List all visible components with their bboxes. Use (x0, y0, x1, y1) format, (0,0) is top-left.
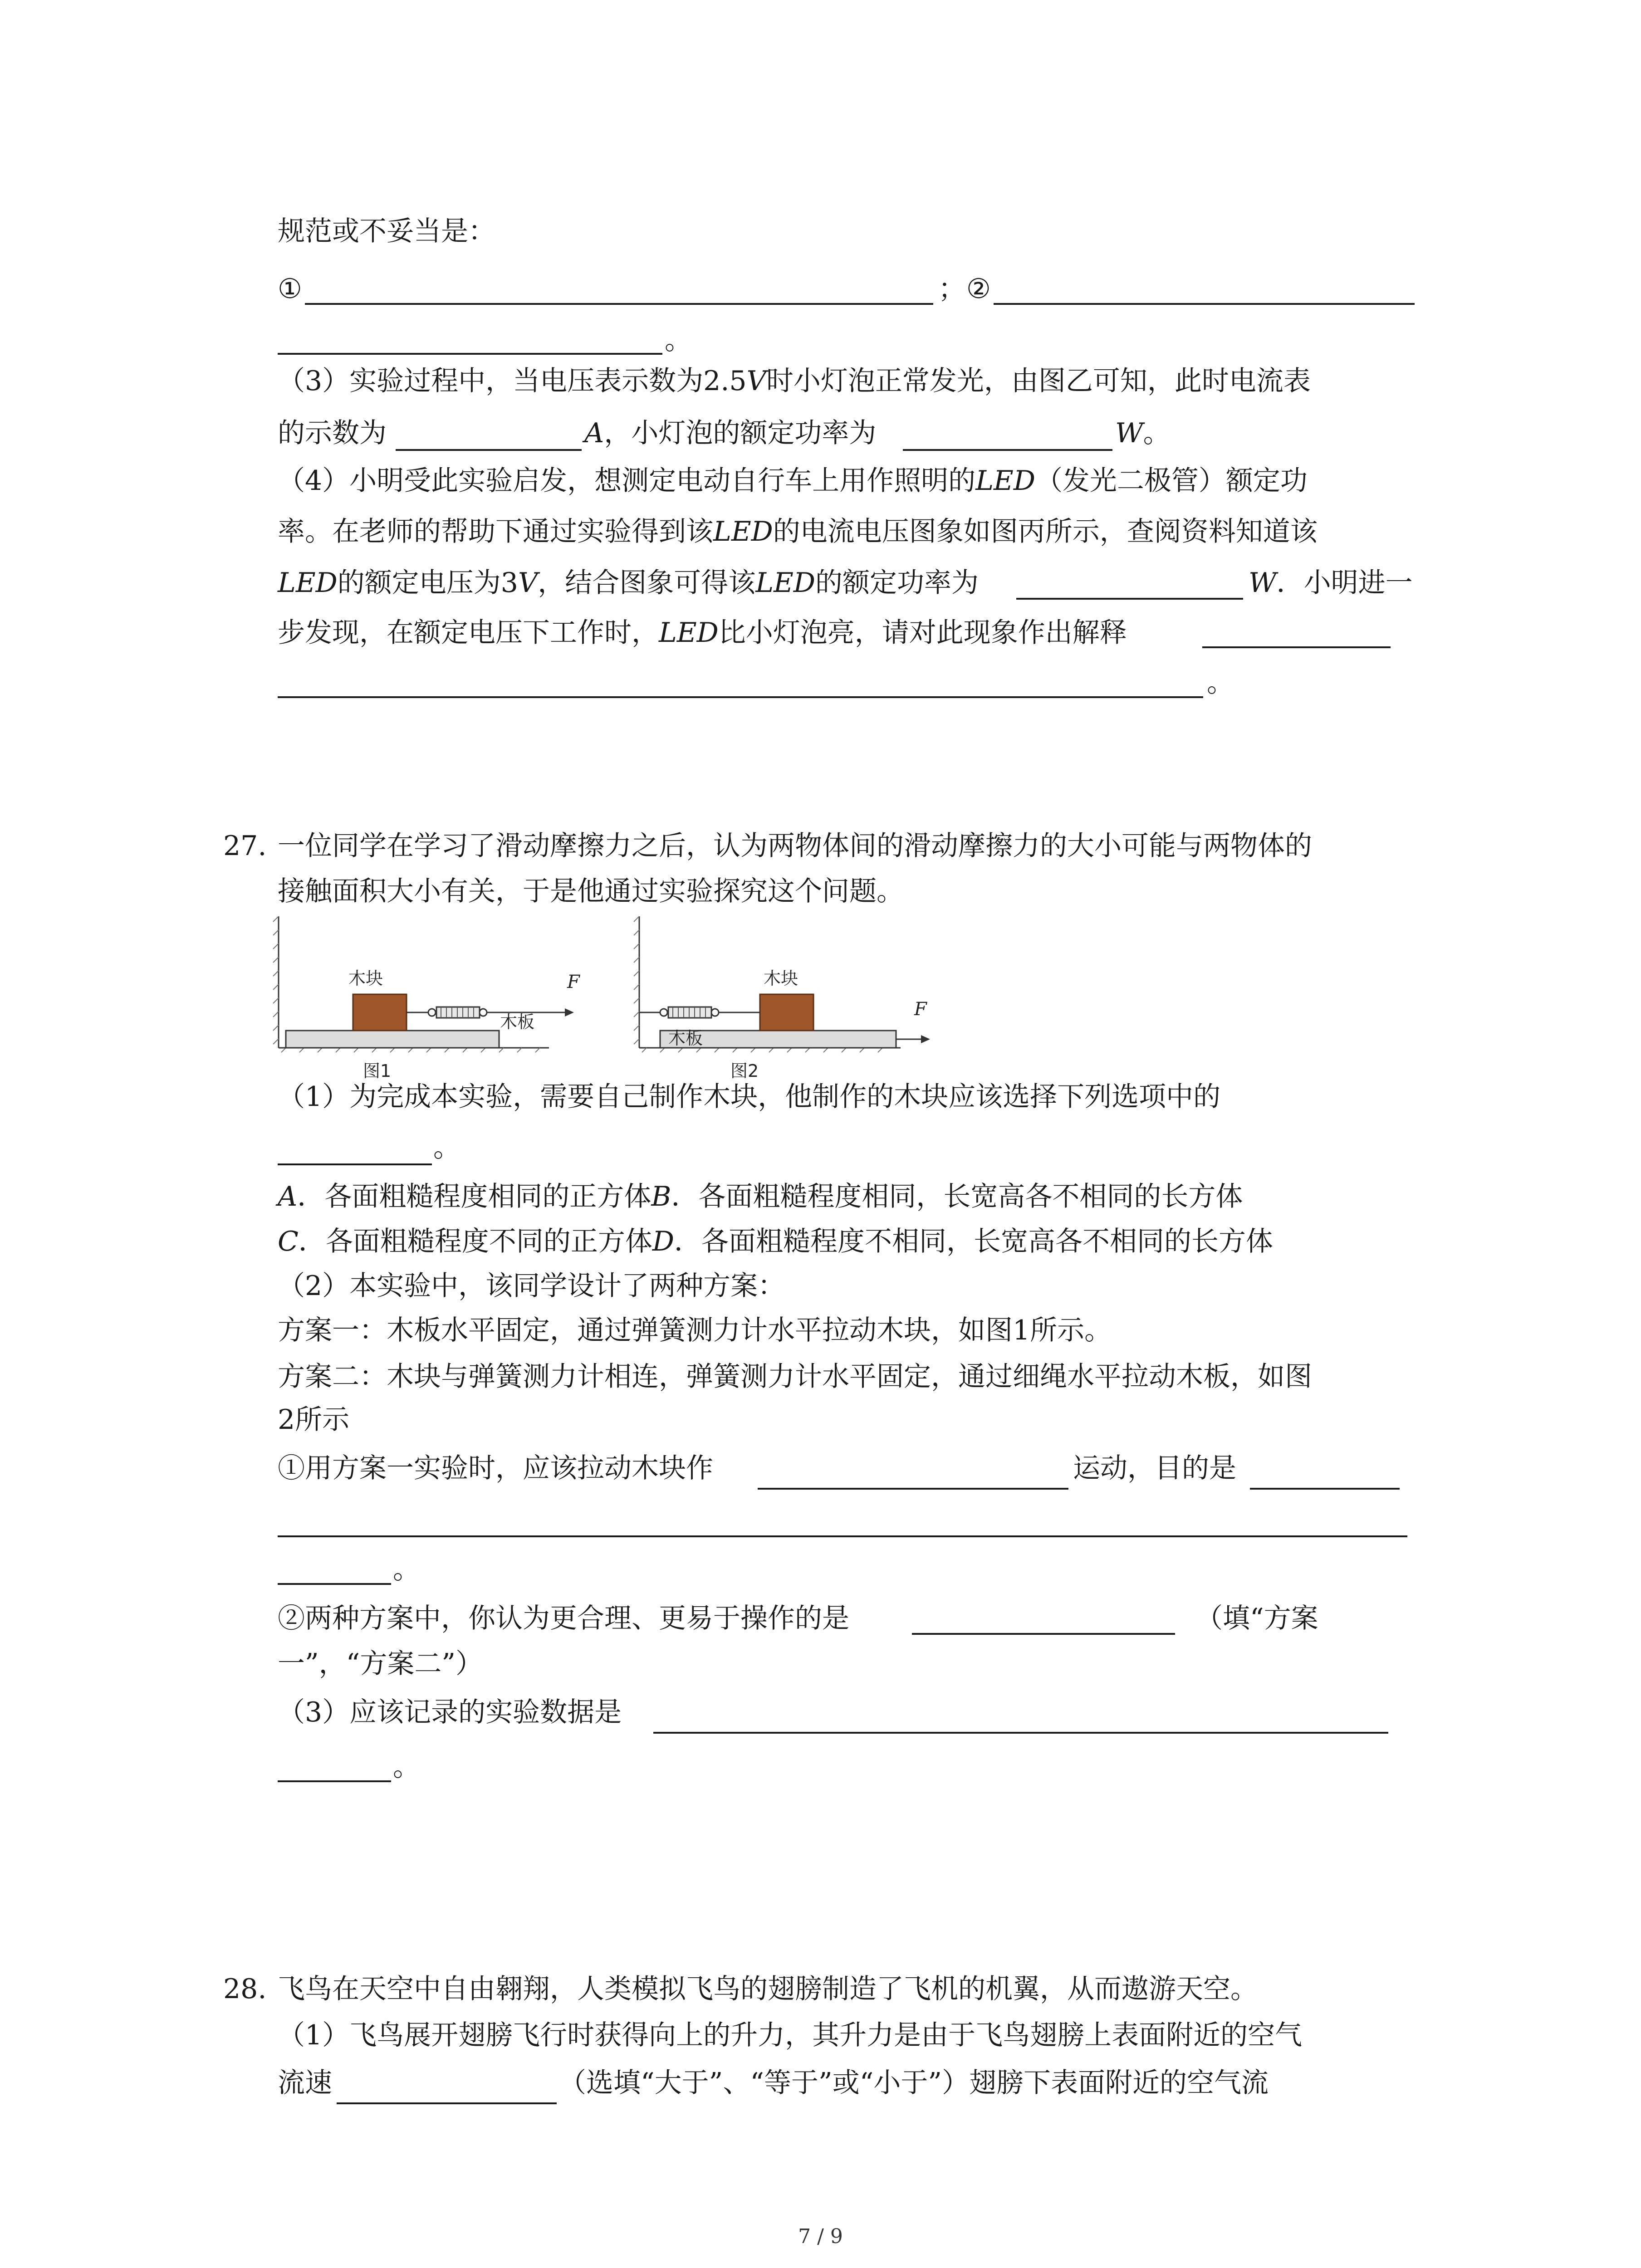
q26-part3-line2a: 的示数为 (278, 417, 387, 449)
q26-marker-1: ① (278, 273, 302, 305)
figure-caption: 图2 (730, 1061, 759, 1081)
label-board: 木板 (500, 1012, 535, 1032)
answer-blank[interactable] (653, 1732, 1388, 1734)
answer-blank[interactable] (305, 303, 933, 305)
label-force: F (914, 999, 927, 1020)
answer-blank[interactable] (994, 303, 1415, 305)
q26-part4-line3-end: W．小明进一 (1249, 567, 1413, 599)
answer-blank[interactable] (278, 1163, 432, 1165)
q28-part1-line1: （1）飞鸟展开翅膀飞行时获得向上的升力，其升力是由于飞鸟翅膀上表面附近的空气 (278, 2019, 1303, 2051)
figure-1 (272, 916, 599, 1089)
answer-blank[interactable] (278, 1535, 1407, 1537)
answer-blank[interactable] (1202, 646, 1391, 648)
page-number: 7 / 9 (798, 2225, 843, 2248)
q27-stem-line1: 一位同学在学习了滑动摩擦力之后，认为两物体间的滑动摩擦力的大小可能与两物体的 (278, 830, 1312, 862)
q26-marker-2: ② (966, 273, 991, 305)
q27-plan2-line1: 方案二：木块与弹簧测力计相连，弹簧测力计水平固定，通过细绳水平拉动木板，如图 (278, 1361, 1312, 1393)
answer-blank[interactable] (912, 1633, 1175, 1635)
q27-period: 。 (433, 1132, 460, 1163)
q27-q2-c: 一”，“方案二”） (278, 1648, 483, 1680)
answer-blank[interactable] (278, 353, 662, 355)
q27-part3: （3）应该记录的实验数据是 (278, 1696, 622, 1728)
q27-part1: （1）为完成本实验，需要自己制作木块，他制作的木块应该选择下列选项中的 (278, 1081, 1221, 1113)
q27-q2-a: ②两种方案中，你认为更合理、更易于操作的是 (278, 1603, 849, 1634)
q26-part4-line3: LED的额定电压为3V，结合图象可得该LED的额定功率为 (278, 567, 979, 599)
wood-block (760, 994, 813, 1031)
answer-blank[interactable] (278, 1583, 391, 1585)
question-number: 27. (223, 830, 267, 862)
q26-period: 。 (1207, 667, 1234, 699)
q27-part2: （2）本实验中，该同学设计了两种方案： (278, 1270, 785, 1302)
q26-part3-line2c: W。 (1115, 417, 1171, 449)
answer-blank[interactable] (278, 1780, 391, 1782)
label-block: 木块 (348, 968, 383, 988)
figure-2 (633, 916, 950, 1089)
spring-scale (668, 1007, 711, 1018)
answer-blank[interactable] (278, 696, 1203, 698)
q26-sep: ； (938, 273, 965, 305)
q26-part4-line1: （4）小明受此实验启发，想测定电动自行车上用作照明的LED（发光二极管）额定功 (278, 465, 1308, 497)
q27-q2-b: （填“方案 (1195, 1603, 1318, 1634)
q27-period: 。 (393, 1554, 420, 1585)
q27-options-ab: A．各面粗糙程度相同的正方体B．各面粗糙程度相同，长宽高各不相同的长方体 (278, 1181, 1243, 1212)
q26-part3-line1: （3）实验过程中，当电压表示数为2.5V时小灯泡正常发光，由图乙可知，此时电流表 (278, 365, 1311, 397)
q26-period: 。 (665, 324, 692, 356)
question-number: 28. (223, 1973, 267, 2005)
answer-blank[interactable] (1016, 598, 1243, 600)
q27-plan1: 方案一：木板水平固定，通过弹簧测力计水平拉动木块，如图1所示。 (278, 1315, 1112, 1346)
answer-blank[interactable] (1250, 1488, 1400, 1490)
q26-part3-line2b: A，小灯泡的额定功率为 (584, 417, 877, 449)
q28-part1-line2a: 流速 (278, 2067, 332, 2099)
wood-block (353, 994, 407, 1031)
answer-blank[interactable] (758, 1488, 1068, 1490)
q27-stem-line2: 接触面积大小有关，于是他通过实验探究这个问题。 (278, 875, 904, 907)
figure-caption: 图1 (363, 1061, 392, 1081)
label-block: 木块 (764, 968, 798, 988)
q27-options-cd: C．各面粗糙程度不同的正方体D．各面粗糙程度不相同，长宽高各不相同的长方体 (278, 1226, 1274, 1257)
q26-text: 规范或不妥当是： (278, 215, 495, 247)
label-force: F (567, 972, 580, 992)
answer-blank[interactable] (337, 2102, 557, 2104)
answer-blank[interactable] (396, 449, 582, 451)
q27-period: 。 (393, 1751, 420, 1783)
q28-stem: 飞鸟在天空中自由翱翔，人类模拟飞鸟的翅膀制造了飞机的机翼，从而遨游天空。 (278, 1973, 1258, 2005)
q28-part1-line2b: （选填“大于”、“等于”或“小于”）翅膀下表面附近的空气流 (559, 2067, 1269, 2099)
q26-part4-line2: 率。在老师的帮助下通过实验得到该LED的电流电压图象如图丙所示，查阅资料知道该 (278, 516, 1318, 547)
q27-plan2-line2: 2所示 (278, 1404, 350, 1436)
spring-scale (436, 1007, 480, 1018)
q27-q1-a: ①用方案一实验时，应该拉动木块作 (278, 1452, 713, 1484)
q27-q1-b: 运动，目的是 (1073, 1452, 1236, 1484)
board-plank (286, 1031, 499, 1048)
label-board: 木板 (668, 1028, 703, 1048)
q26-part4-line4: 步发现，在额定电压下工作时，LED比小灯泡亮，请对此现象作出解释 (278, 617, 1127, 649)
answer-blank[interactable] (903, 449, 1112, 451)
